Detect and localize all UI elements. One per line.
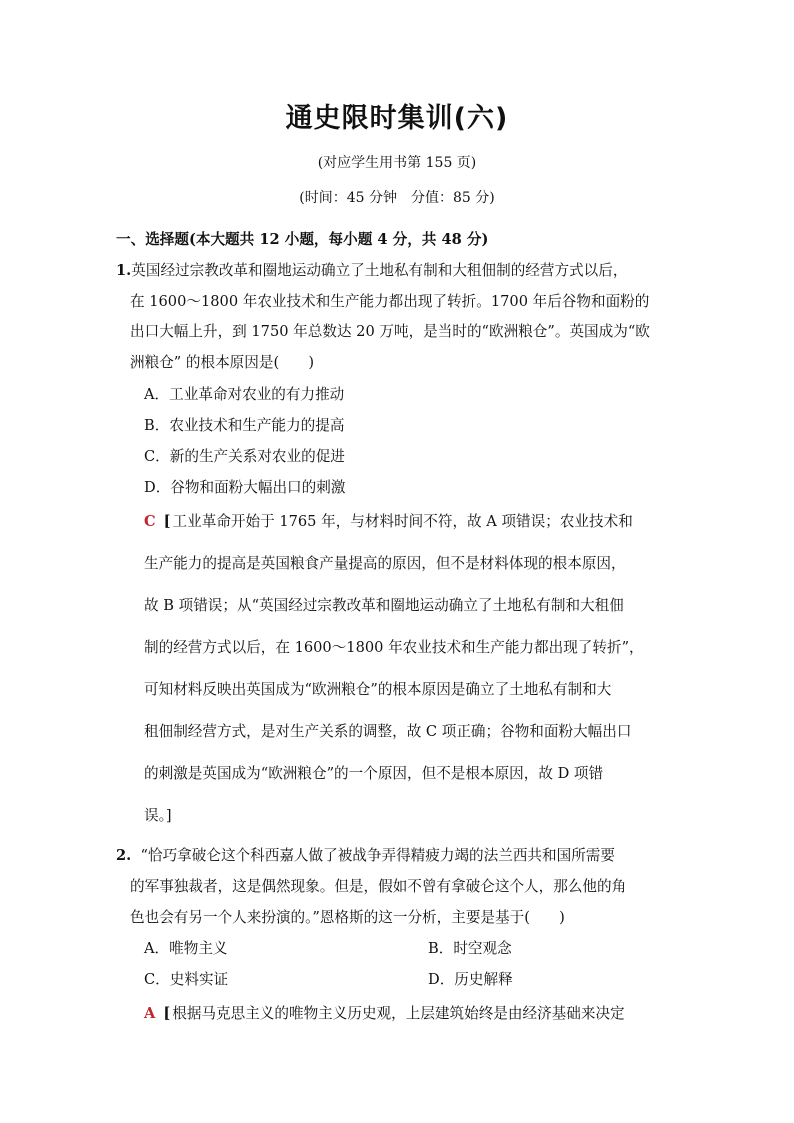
- q1-stem-line-4: 洲粮仓” 的根本原因是( ): [130, 354, 315, 371]
- q2-option-a: A．唯物主义: [144, 940, 228, 957]
- section-heading: 一、选择题(本大题共 12 小题，每小题 4 分，共 48 分): [116, 231, 489, 248]
- q1-option-c: C．新的生产关系对农业的促进: [144, 448, 345, 465]
- q1-explanation-line-6: 租佃制经营方式，是对生产关系的调整，故 C 项正确；谷物和面粉大幅出口: [144, 723, 632, 740]
- q2-stem-line-1: 2. “恰巧拿破仑这个科西嘉人做了被战争弄得精疲力竭的法兰西共和国所需要: [116, 847, 615, 864]
- q1-answer: C: [144, 513, 156, 530]
- book-reference: (对应学生用书第 155 页): [317, 155, 477, 171]
- q1-explanation-line-1: C [ 工业革命开始于 1765 年，与材料时间不符，故 A 项错误；农业技术和: [144, 513, 633, 530]
- q2-option-c: C．史料实证: [144, 971, 229, 988]
- q1-explanation-line-5: 可知材料反映出英国成为“欧洲粮仓”的根本原因是确立了土地私有制和大: [144, 681, 612, 698]
- q1-option-b: B．农业技术和生产能力的提高: [144, 417, 345, 434]
- q2-option-b: B．时空观念: [428, 940, 512, 957]
- q1-explanation-line-4: 制的经营方式以后，在 1600～1800 年农业技术和生产能力都出现了转折”，: [144, 639, 644, 656]
- q1-number: 1.: [116, 262, 132, 279]
- q1-option-a: A．工业革命对农业的有力推动: [144, 386, 345, 403]
- time-score-info: (时间：45 分钟 分值：85 分): [299, 190, 495, 206]
- q2-explanation-line-1: A [ 根据马克思主义的唯物主义历史观，上层建筑始终是由经济基础来决定: [144, 1005, 625, 1022]
- q2-number: 2.: [116, 847, 132, 864]
- q2-stem-line-3: 色也会有另一个人来扮演的。”恩格斯的这一分析，主要是基于( ): [130, 909, 565, 926]
- q2-stem-line-2: 的军事独裁者，这是偶然现象。但是，假如不曾有拿破仑这个人，那么他的角: [130, 878, 627, 895]
- q1-explanation-line-8: 误。]: [144, 807, 172, 824]
- q1-stem-line-3: 出口大幅上升，到 1750 年总数达 20 万吨，是当时的“欧洲粮仓”。英国成为“欧: [130, 323, 650, 340]
- q1-explanation-line-2: 生产能力的提高是英国粮食产量提高的原因，但不是材料体现的根本原因，: [144, 555, 626, 572]
- q1-stem-line-2: 在 1600～1800 年农业技术和生产能力都出现了转折。1700 年后谷物和面粉的: [130, 293, 650, 310]
- q1-option-d: D．谷物和面粉大幅出口的刺激: [144, 479, 346, 496]
- q1-explanation-line-3: 故 B 项错误；从“英国经过宗教改革和圈地运动确立了土地私有制和大租佃: [144, 597, 624, 614]
- q2-option-d: D．历史解释: [428, 971, 513, 988]
- q2-answer: A: [144, 1005, 156, 1022]
- page-title: 通史限时集训(六): [285, 103, 509, 134]
- q1-stem-line-1: 1.英国经过宗教改革和圈地运动确立了土地私有制和大租佃制的经营方式以后，: [116, 262, 628, 279]
- q1-explanation-line-7: 的刺激是英国成为“欧洲粮仓”的一个原因，但不是根本原因，故 D 项错: [144, 765, 604, 782]
